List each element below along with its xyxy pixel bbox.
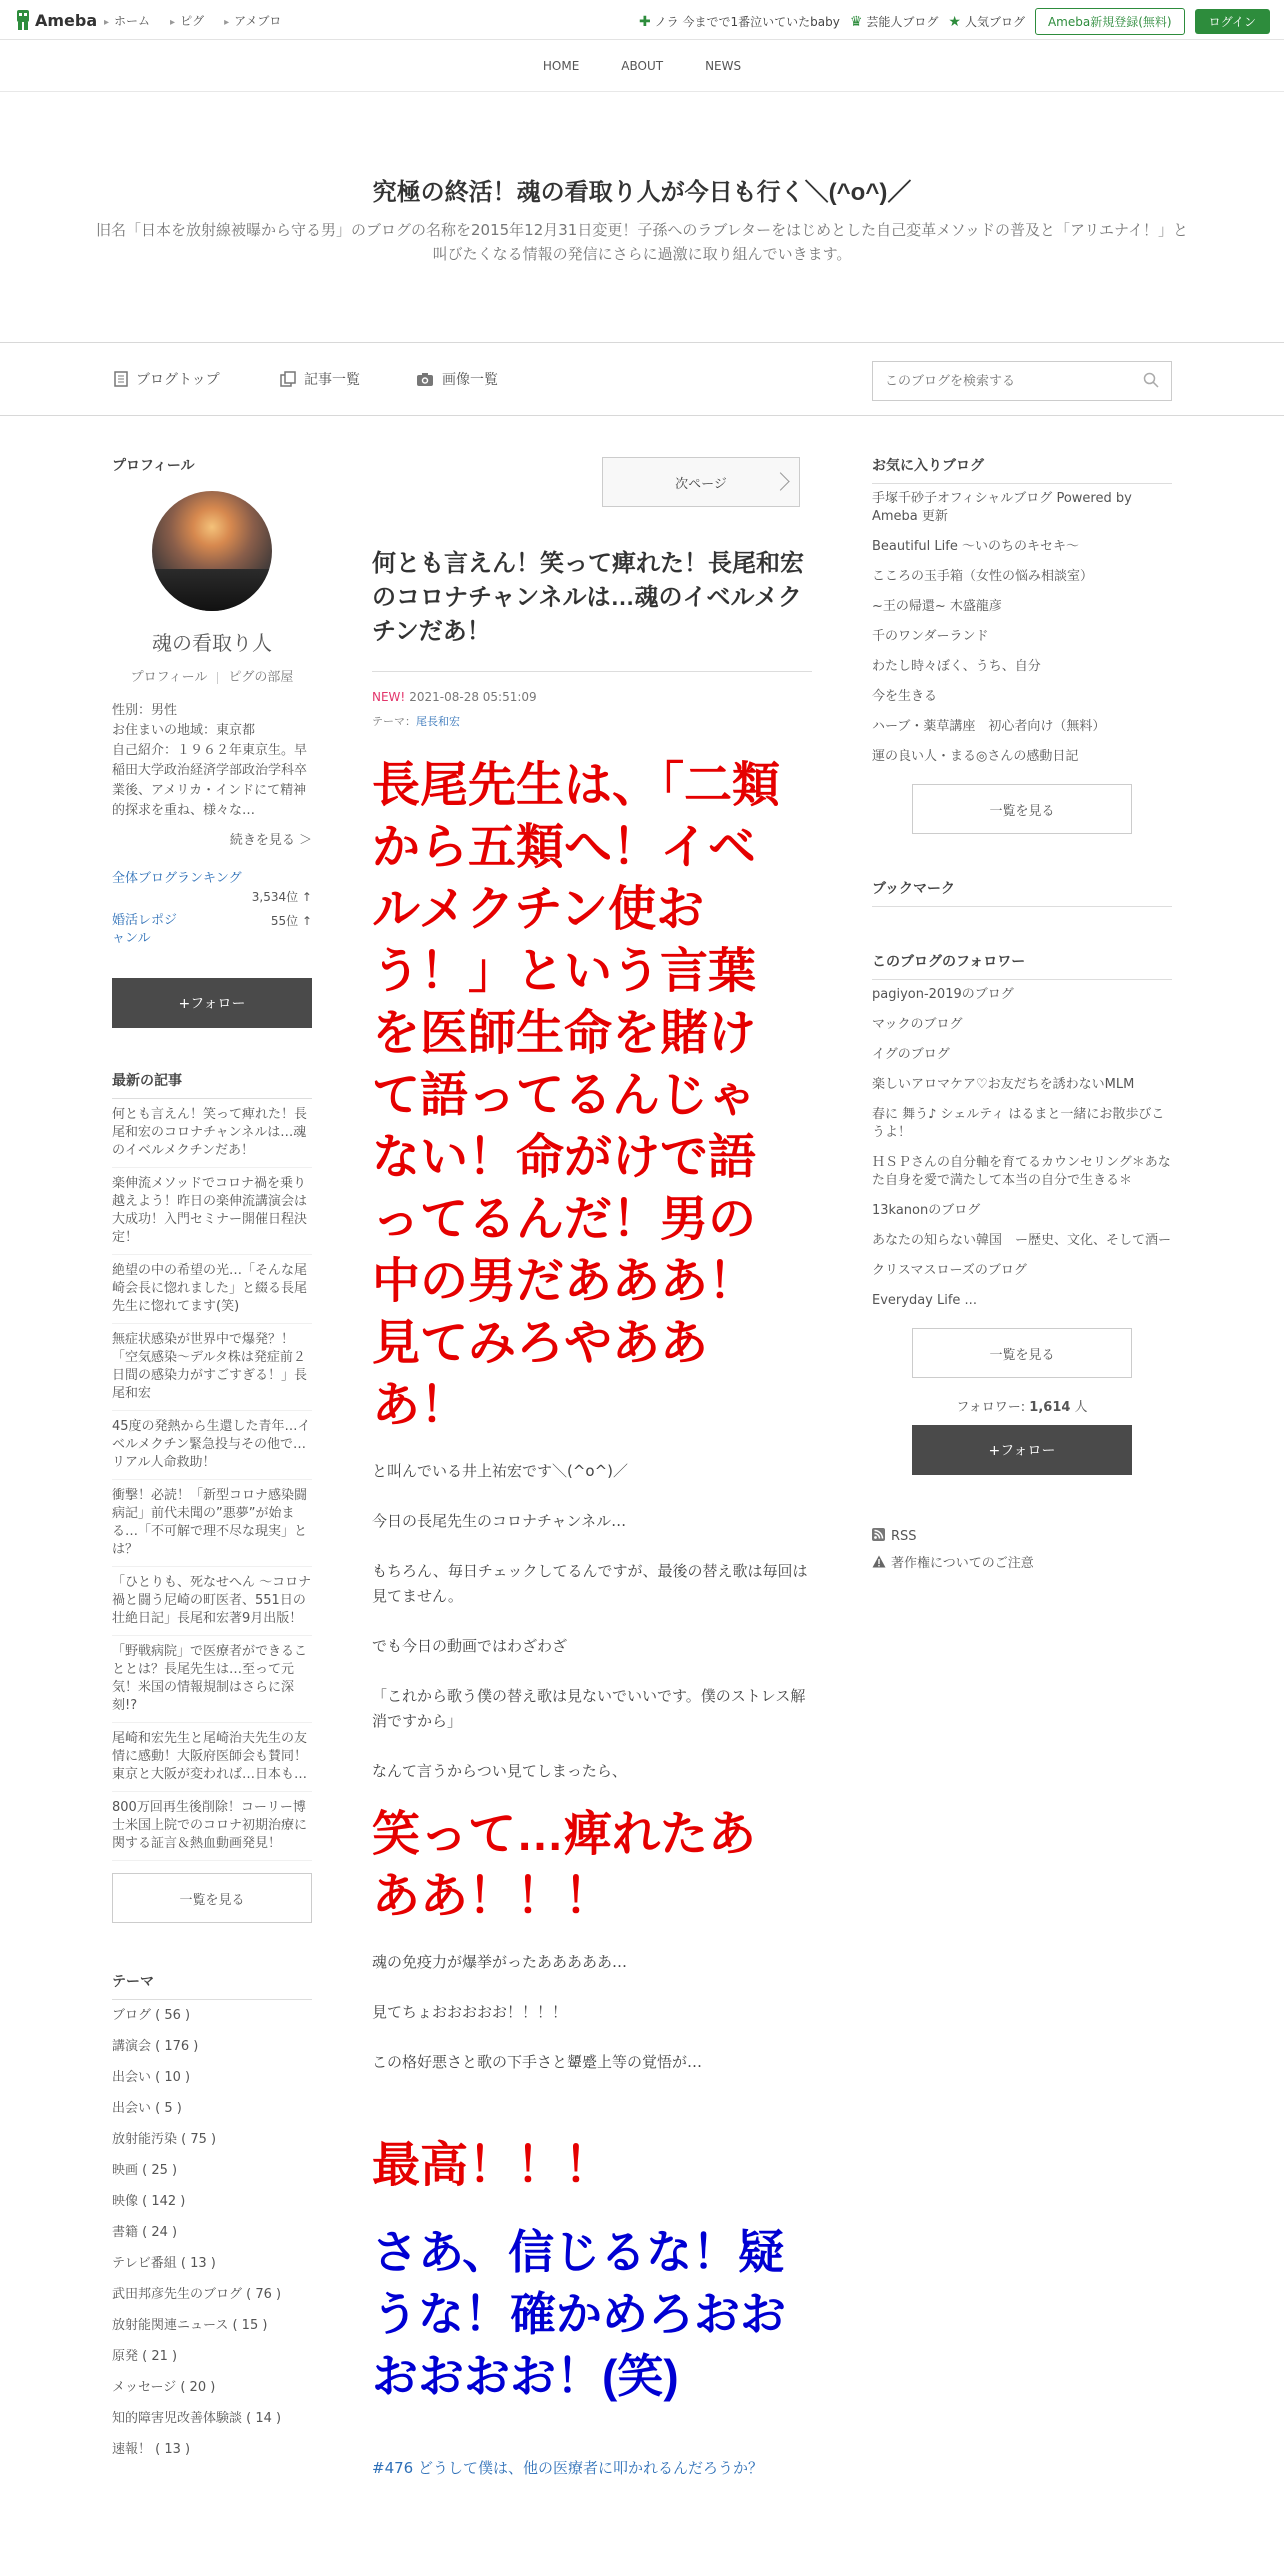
document-icon bbox=[114, 371, 128, 387]
list-item[interactable]: マックのブログ bbox=[872, 1017, 963, 1032]
article-meta bbox=[372, 690, 537, 704]
follower-count bbox=[872, 1396, 1172, 1415]
popular-blog-link[interactable] bbox=[948, 13, 1025, 30]
list-item[interactable]: 楽しいアロマケア♡お友だちを誘わないMLM bbox=[872, 1077, 1135, 1092]
camera-icon bbox=[416, 372, 434, 387]
profile-link[interactable]: プロフィール bbox=[130, 670, 208, 685]
list-item[interactable]: 尾崎和宏先生と尾崎治夫先生の友情に感動！大阪府医師会も賛同！東京と大阪が変われば…日本も… bbox=[112, 1723, 312, 1792]
theme-item[interactable]: 出会い ( 10 ) bbox=[112, 2070, 191, 2085]
left-sidebar bbox=[112, 455, 312, 2465]
image-list-link[interactable] bbox=[416, 369, 498, 389]
copy-icon bbox=[280, 371, 296, 387]
theme-list bbox=[112, 1971, 312, 2465]
favorites-list-button[interactable]: 一覧を見る bbox=[912, 784, 1132, 834]
list-item[interactable]: Beautiful Life 〜いのちのキセキ〜 bbox=[872, 539, 1079, 554]
crown-icon: ♛ bbox=[849, 13, 863, 30]
gnav-news[interactable]: NEWS bbox=[705, 58, 742, 73]
followers-heading: このブログのフォロワー bbox=[872, 951, 1172, 980]
paragraph: この格好悪さと歌の下手さと顰蹙上等の覚悟が… bbox=[372, 2053, 703, 2071]
paragraph: と叫んでいる井上祐宏です＼(^o^)／ bbox=[372, 1462, 629, 1480]
article-date: 2021-08-28 05:51:09 bbox=[409, 690, 537, 704]
paragraph: 魂の免疫力が爆挙がったあああああ… bbox=[372, 1953, 628, 1971]
list-item[interactable]: 「野戦病院」で医療者ができることとは？長尾先生は…至って元気！米国の情報規制はさらに深刻!? bbox=[112, 1636, 312, 1723]
theme-item[interactable]: 原発 ( 21 ) bbox=[112, 2349, 178, 2364]
new-badge: NEW! bbox=[372, 690, 406, 704]
list-item[interactable]: 運の良い人・まる◎さんの感動日記 bbox=[872, 749, 1079, 764]
profile-info bbox=[112, 701, 312, 821]
list-item[interactable]: 「ひとりも、死なせへん ～コロナ禍と闘う尼崎の町医者、551日の壮絶日記」長尾和宏著9月出版！ bbox=[112, 1567, 312, 1636]
list-item[interactable]: あなたの知らない韓国 ー歴史、文化、そして酒ー bbox=[872, 1233, 1172, 1248]
follower-count-value: 1,614 bbox=[1029, 1400, 1071, 1415]
profile-region: お住まいの地域：東京都 bbox=[112, 723, 256, 738]
nav-pigg[interactable]: ▸ ピグ bbox=[170, 12, 204, 29]
paragraph: もちろん、毎日チェックしてるんですが、最後の替え歌は毎回は見てません。 bbox=[372, 1562, 808, 1605]
blog-header bbox=[0, 92, 1284, 342]
list-item[interactable]: 絶望の中の希望の光…「そんな尾崎会長に惚れました」と綴る長尾先生に惚れてます(笑) bbox=[112, 1255, 312, 1324]
theme-item[interactable]: 書籍 ( 24 ) bbox=[112, 2225, 178, 2240]
blog-description: 旧名「日本を放射線被曝から守る男」のブログの名称を2015年12月31日変更！子孫へのラブレターをはじめとした自己変革メソッドの普及と「アリエナイ！」と叫びたくなる情報の発信にさらに過激に取り組んでいきます。 bbox=[95, 221, 1188, 263]
topic-link-label: ノラ 今までで1番泣いていたbaby bbox=[654, 15, 840, 29]
bookmark-heading: ブックマーク bbox=[872, 878, 1172, 907]
divider bbox=[372, 671, 812, 672]
recent-articles-heading: 最新の記事 bbox=[112, 1070, 312, 1099]
list-item[interactable]: 千のワンダーランド bbox=[872, 629, 989, 644]
theme-heading: テーマ bbox=[112, 1971, 312, 2000]
star-icon: ★ bbox=[948, 13, 961, 30]
theme-item[interactable]: 出会い ( 5 ) bbox=[112, 2101, 182, 2116]
pigg-room-link[interactable]: ピグの部屋 bbox=[228, 670, 294, 685]
follow-button[interactable]: +フォロー bbox=[112, 978, 312, 1028]
logo-text: Ameba bbox=[35, 10, 98, 30]
theme-item[interactable]: 放射能関連ニュース ( 15 ) bbox=[112, 2318, 268, 2333]
related-article-link[interactable]: #476 どうして僕は、他の医療者に叩かれるんだろうか？ bbox=[372, 2459, 763, 2477]
theme-item[interactable]: 放射能汚染 ( 75 ) bbox=[112, 2132, 217, 2147]
login-button[interactable]: ログイン bbox=[1195, 9, 1270, 34]
popular-blog-label: 人気ブログ bbox=[964, 15, 1025, 29]
ranking-overall-link[interactable]: 全体ブログランキング bbox=[112, 871, 242, 886]
profile-links bbox=[112, 666, 312, 685]
follow-button-right[interactable]: +フォロー bbox=[912, 1425, 1132, 1475]
article-theme bbox=[372, 713, 460, 729]
list-item[interactable]: 無症状感染が世界中で爆発？！「空気感染～デルタ株は発症前２日間の感染力がすごすぎる！」長尾和宏 bbox=[112, 1324, 312, 1411]
list-item[interactable]: 楽伸流メソッドでコロナ禍を乗り越えよう！昨日の楽伸流講演会は大成功！入門セミナー開催日程決定！ bbox=[112, 1168, 312, 1255]
follower-count-unit: 人 bbox=[1070, 1400, 1088, 1415]
warning-icon bbox=[872, 1555, 886, 1568]
theme-item[interactable]: ブログ ( 56 ) bbox=[112, 2008, 191, 2023]
list-item[interactable]: 45度の発熱から生還した青年…イベルメクチン緊急投与その他で…リアル人命救助！ bbox=[112, 1411, 312, 1480]
blog-title[interactable]: 究極の終活！魂の看取り人が今日も行く＼(^o^)／ bbox=[372, 179, 912, 206]
rss-icon bbox=[872, 1528, 885, 1541]
blog-top-label: ブログトップ bbox=[136, 372, 220, 388]
blog-top-link[interactable] bbox=[114, 369, 220, 389]
ameba-mascot-icon bbox=[14, 8, 32, 32]
rss-label: RSS bbox=[891, 1529, 917, 1544]
theme-item[interactable]: 映画 ( 25 ) bbox=[112, 2163, 178, 2178]
list-item[interactable]: ＨＳＰさんの自分軸を育てるカウンセリング＊あなた自身を愛で満たして本当の自分で生きる＊ bbox=[872, 1155, 1171, 1188]
paragraph: でも今日の動画ではわざわざ bbox=[372, 1637, 568, 1655]
profile-heading: プロフィール bbox=[112, 458, 195, 474]
theme-item[interactable]: 武田邦彦先生のブログ ( 76 ) bbox=[112, 2287, 282, 2302]
profile-name[interactable]: 魂の看取り人 bbox=[152, 631, 272, 655]
right-sidebar bbox=[872, 455, 1172, 1577]
list-item[interactable]: 何とも言えん！笑って痺れた！長尾和宏のコロナチャンネルは…魂のイベルメクチンだあ！ bbox=[112, 1099, 312, 1168]
theme-item[interactable]: 講演会 ( 176 ) bbox=[112, 2039, 199, 2054]
headline-text: 笑って…痺れたあああ！！！ bbox=[372, 1808, 757, 1923]
article-list-link[interactable] bbox=[280, 369, 360, 389]
favorite-blogs-heading: お気に入りブログ bbox=[872, 455, 1172, 484]
headline-text: さあ、信じるな！疑うな！確かめろおおおおおお！(笑) bbox=[372, 2226, 786, 2402]
headline-text: 長尾先生は、「二類から五類へ！イベルメクチン使おう！」という言葉を医師生命を賭けて語ってるんじゃない！命がけで語ってるんだ！男の中の男だあああ！見てみろやあああ！ bbox=[372, 759, 781, 1432]
top-bar bbox=[0, 0, 1284, 40]
paragraph: 見てちょおおおおお！！！！ bbox=[372, 2003, 568, 2021]
profile-more-link[interactable]: 続きを見る ＞ bbox=[229, 833, 312, 848]
list-item[interactable]: イグのブログ bbox=[872, 1047, 950, 1062]
list-item[interactable]: 今を生きる bbox=[872, 689, 938, 704]
next-page-button[interactable]: 次ページ bbox=[602, 457, 800, 507]
theme-item[interactable]: 映像 ( 142 ) bbox=[112, 2194, 186, 2209]
theme-label: テーマ： bbox=[372, 715, 416, 728]
copyright-notice-label: 著作権についてのご注意 bbox=[891, 1556, 1034, 1571]
ranking-genre-link[interactable]: 婚活レポジャンル bbox=[112, 913, 178, 946]
list-item[interactable]: 13kanonのブログ bbox=[872, 1203, 981, 1218]
ranking bbox=[112, 870, 312, 948]
blog-search-input[interactable] bbox=[873, 362, 1113, 400]
register-button[interactable]: Ameba新規登録(無料) bbox=[1035, 8, 1185, 35]
theme-item[interactable]: 速報！ ( 13 ) bbox=[112, 2442, 191, 2457]
follower-count-label: フォロワー: bbox=[956, 1400, 1030, 1415]
ameba-logo[interactable] bbox=[14, 8, 97, 32]
gnav-about[interactable]: ABOUT bbox=[621, 58, 664, 73]
list-item[interactable]: 衝撃！必読！「新型コロナ感染闘病記」前代未聞の”悪夢”が始まる…「不可解で理不尽な現実」とは？ bbox=[112, 1480, 312, 1567]
paragraph: 「これから歌う僕の替え歌は見ないでいいです。僕のストレス解消ですから」 bbox=[372, 1687, 806, 1730]
celeb-blog-label: 芸能人ブログ bbox=[866, 15, 939, 29]
top-nav bbox=[104, 12, 281, 29]
plus-icon: ✚ bbox=[638, 13, 651, 30]
followers-list-button[interactable]: 一覧を見る bbox=[912, 1328, 1132, 1378]
avatar[interactable] bbox=[152, 491, 272, 611]
list-item[interactable]: ~王の帰還~ 木盛龍彦 bbox=[872, 599, 1002, 614]
list-item[interactable]: 手塚千砂子オフィシャルブログ Powered by Ameba 更新 bbox=[872, 491, 1132, 524]
theme-link[interactable]: 尾長和宏 bbox=[416, 715, 460, 728]
article-list-label: 記事一覧 bbox=[304, 372, 360, 388]
nav-home[interactable]: ▸ ホーム bbox=[104, 12, 150, 29]
ranking-genre-value: 55位 ↑ bbox=[270, 914, 312, 928]
article-title[interactable]: 何とも言えん！笑って痺れた！長尾和宏のコロナチャンネルは…魂のイベルメクチンだあ！ bbox=[372, 550, 804, 645]
gnav-home[interactable]: HOME bbox=[542, 58, 580, 73]
theme-item[interactable]: 知的障害児改善体験談 ( 14 ) bbox=[112, 2411, 282, 2426]
profile-gender: 性別：男性 bbox=[112, 703, 178, 718]
list-item[interactable]: ハーブ・薬草講座 初心者向け（無料） bbox=[872, 719, 1106, 734]
recent-articles bbox=[112, 1070, 312, 1923]
ranking-overall-value: 3,534位 ↑ bbox=[251, 890, 312, 904]
topic-link[interactable] bbox=[639, 13, 840, 30]
paragraph: 今日の長尾先生のコロナチャンネル… bbox=[372, 1512, 627, 1530]
nav-ameblo[interactable]: ▸ アメブロ bbox=[224, 12, 281, 29]
list-item[interactable]: pagiyon-2019のブログ bbox=[872, 987, 1014, 1002]
paragraph: なんて言うからつい見てしまったら、 bbox=[372, 1762, 627, 1780]
article-body bbox=[372, 755, 812, 2478]
profile-intro: 自己紹介：１９６２年東京生。早稲田大学政治経済学部政治学科卒業後、アメリカ・インドにて精神的探求を重ね、様々な… bbox=[112, 743, 308, 818]
theme-item[interactable]: メッセージ ( 20 ) bbox=[112, 2380, 216, 2395]
celeb-blog-link[interactable] bbox=[850, 13, 939, 30]
recent-list-button[interactable]: 一覧を見る bbox=[112, 1873, 312, 1923]
headline-text: 最高！！！ bbox=[372, 2139, 613, 2192]
top-right-links bbox=[639, 8, 1270, 35]
list-item[interactable]: わたし時々ぼく、うち、自分 bbox=[872, 659, 1041, 674]
copyright-notice-link[interactable] bbox=[872, 1550, 1172, 1577]
list-item[interactable]: クリスマスローズのブログ bbox=[872, 1263, 1027, 1278]
rss-link[interactable] bbox=[872, 1523, 1172, 1550]
list-item[interactable]: 800万回再生後削除！コーリー博士米国上院でのコロナ初期治療に関する証言＆熱血動画発見！ bbox=[112, 1792, 312, 1861]
search-icon[interactable] bbox=[1143, 372, 1159, 388]
theme-item[interactable]: テレビ番組 ( 13 ) bbox=[112, 2256, 216, 2271]
list-item[interactable]: 春に 舞う♪ シェルティ はるまと一緒にお散歩びこうよ！ bbox=[872, 1107, 1165, 1140]
list-item[interactable]: こころの玉手箱（女性の悩み相談室） bbox=[872, 569, 1094, 584]
blog-global-nav bbox=[0, 40, 1284, 92]
list-item[interactable]: Everyday Life ... bbox=[872, 1293, 977, 1308]
blog-sub-nav bbox=[0, 342, 1284, 416]
footer-links bbox=[872, 1523, 1172, 1577]
blog-search-box bbox=[872, 361, 1172, 401]
image-list-label: 画像一覧 bbox=[442, 372, 498, 388]
